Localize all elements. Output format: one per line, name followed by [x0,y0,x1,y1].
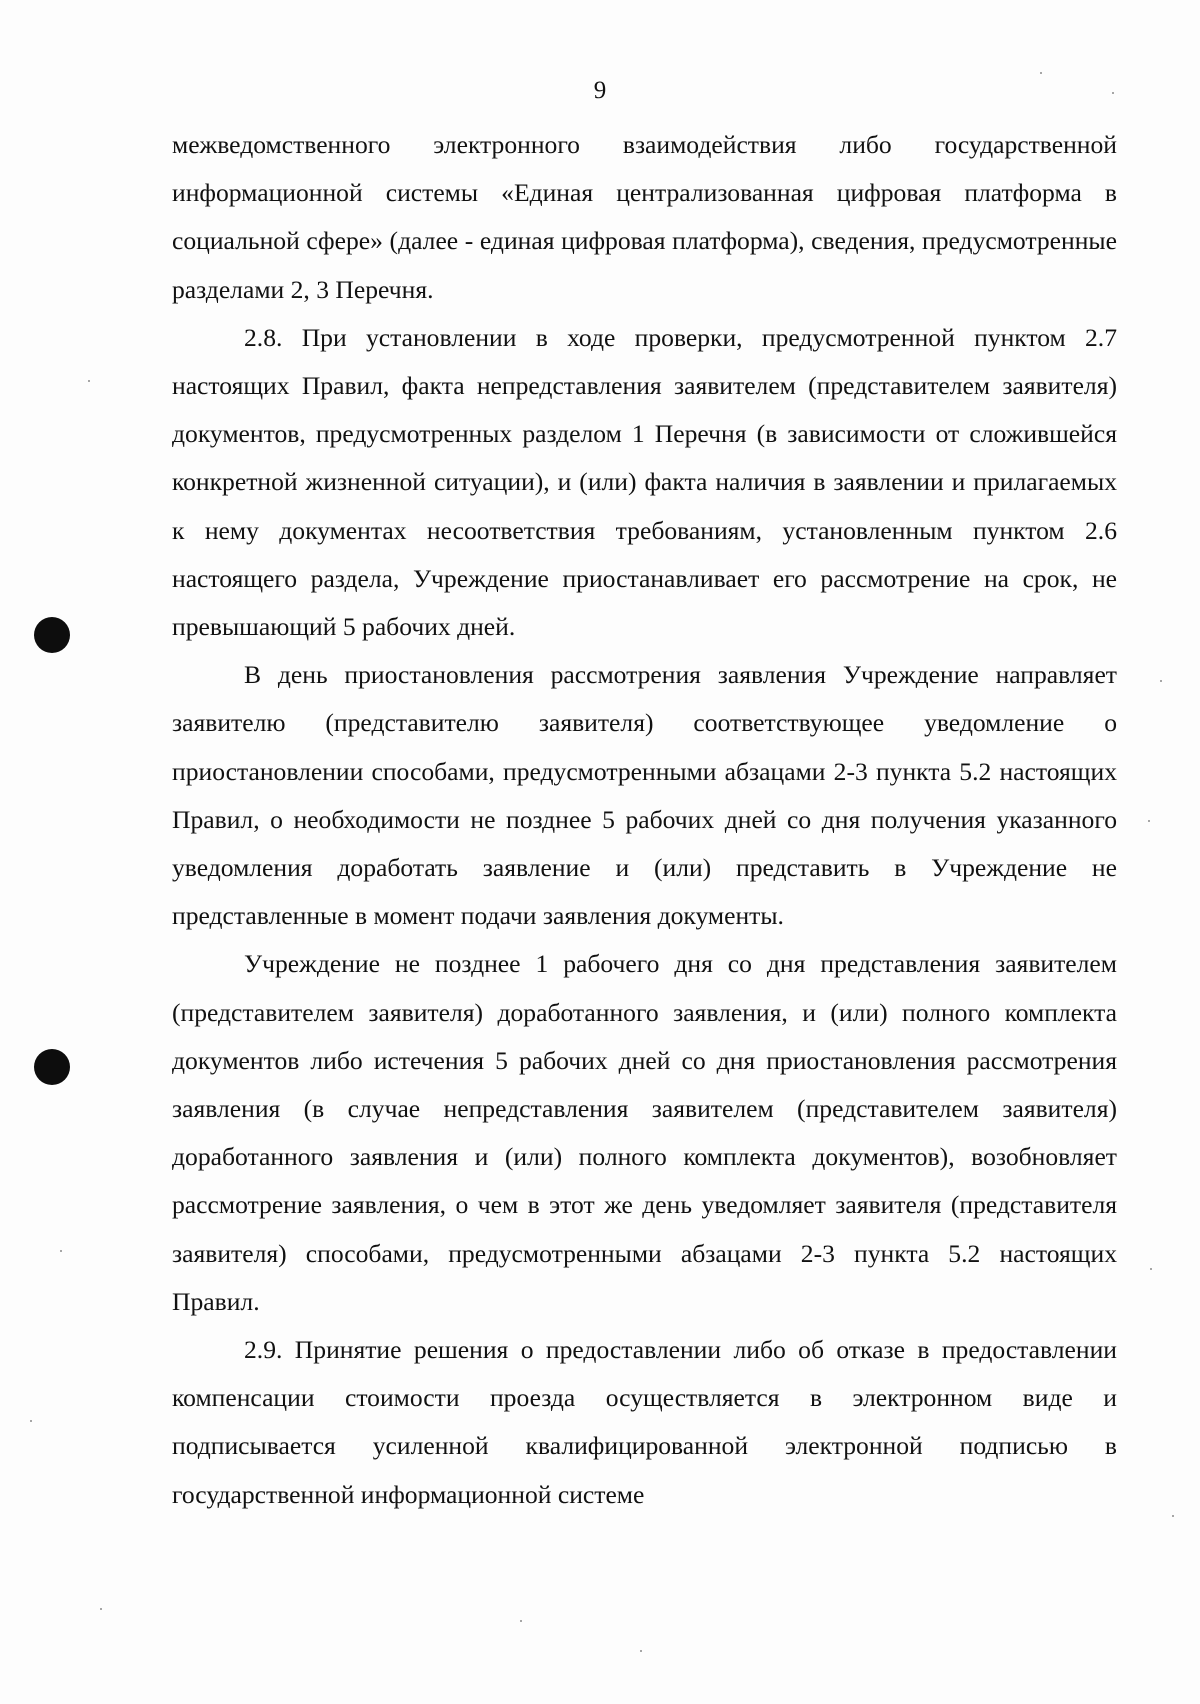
paragraph: межведомственного электронного взаимодействия либо государственной информационной системы «Единая централизованная цифровая платформа в социальной сфере» (далее - единая цифровая платформа), сведения, предусмотренные разделами 2, 3 Перечня. [172,130,1117,304]
scan-speck [640,1650,642,1652]
scan-speck [1160,680,1162,682]
scan-speck [1148,820,1150,822]
scan-speck [520,1620,522,1622]
scan-speck [1150,1268,1152,1270]
scan-speck [100,1608,102,1610]
page-number: 9 [593,77,607,104]
scan-speck [1040,72,1042,74]
paragraph: 2.8. При установлении в ходе проверки, предусмотренной пунктом 2.7 настоящих Правил, факта непредставления заявителем (представителем заявителя) документов, предусмотренных разделом 1 Перечня (в зависимости от сложившейся конкретной жизненной ситуации), и (или) факта наличия в заявлении и прилагаемых к нему документах несоответствия требованиям, установленным пунктом 2.6 настоящего раздела, Учреждение приостанавливает его рассмотрение на срок, не превышающий 5 рабочих дней. [172,322,1117,642]
paragraph: Учреждение не позднее 1 рабочего дня со дня представления заявителем (представителем заявителя) доработанного заявления, и (или) полного комплекта документов либо истечения 5 рабочих дней со дня приостановления рассмотрения заявления (в случае непредставления заявителем (представителем заявителя) доработанного заявления и (или) полного комплекта документов), возобновляет рассмотрение заявления, о чем в этот же день уведомляет заявителя (представителя заявителя) способами, предусмотренными абзацами 2-3 пункта 5.2 настоящих Правил. [172,949,1117,1316]
punch-hole [34,617,70,653]
scan-speck [60,1250,62,1252]
paragraph: 2.9. Принятие решения о предоставлении либо об отказе в предоставлении компенсации стоимости проезда осуществляется в электронном виде и подписывается усиленной квалифицированной электронной подписью в государственной информационной системе [172,1335,1117,1509]
punch-hole [34,1049,70,1085]
document-body [172,121,1117,1519]
scan-speck [88,380,90,382]
paragraph: В день приостановления рассмотрения заявления Учреждение направляет заявителю (представителю заявителя) соответствующее уведомление о приостановлении способами, предусмотренными абзацами 2-3 пункта 5.2 настоящих Правил, о необходимости не позднее 5 рабочих дней со дня получения указанного уведомления доработать заявление и (или) представить в Учреждение не представленные в момент подачи заявления документы. [172,660,1117,931]
scan-speck [30,1420,32,1422]
scan-speck [1172,1515,1174,1517]
